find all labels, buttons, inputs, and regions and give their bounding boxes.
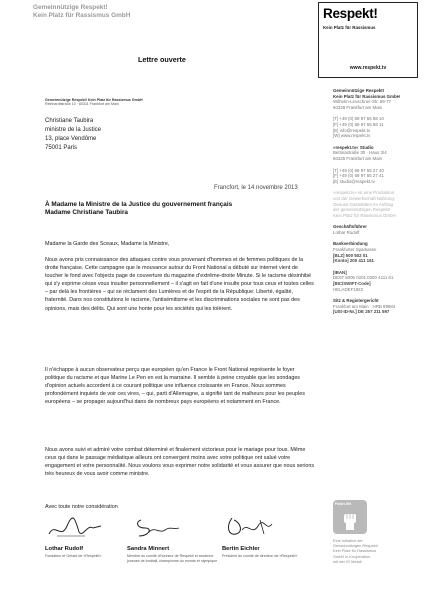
support-stamp: [333, 500, 367, 534]
logo-tagline: Kein Platz für Rassismus: [323, 25, 376, 30]
body-paragraph-1: [45, 256, 315, 313]
org-contact-block: [333, 116, 421, 138]
recipient-street: 13, place Vendôme: [45, 136, 97, 142]
subject-line2: Madame Christiane Taubira: [45, 209, 128, 216]
iban-heading: [IBAN]: [333, 269, 347, 275]
production-note-line: der gemeinnützigen Respekt!: [333, 207, 391, 213]
signature-block-eichler: [222, 512, 317, 559]
studio-name: »respekt.tv« Studio: [333, 144, 374, 150]
body-paragraph-2: [45, 366, 315, 406]
signature-block-minnert: [127, 512, 222, 563]
closing-text: Avec toute notre considération: [45, 504, 118, 510]
studio-street: Bettinastraße 30 · Haus 3/4: [333, 150, 387, 156]
org-address-name2: Kein Platz für Rassismus GmbH: [333, 93, 400, 99]
recipient-title: ministre de la Justice: [45, 127, 102, 133]
bank-account: [Konto] 200 411 161: [333, 258, 374, 264]
signatory-name: Bertin Eichler: [222, 546, 260, 552]
bank-heading: Bankverbindung: [333, 241, 368, 247]
sender-line-2: Reinhardtstraße 10 · 60311 Frankfurt am Main: [45, 102, 119, 107]
paragraph-3-text: Nous avons suivi et admiré votre combat déterminé et finalement victorieux pour le mariage pour tous. Même ceux qui dans le passage médiatique ailleurs ont convergent moins avec votre politique ont salué votre engagement et votre personnalité. Nous voulons vous exprimer notre solidarité et vous assurer que nous serions très heureux de vous avoir comme ministre.: [45, 447, 315, 478]
letter-subject: [45, 201, 232, 217]
logo-url: www.respekt.tv: [349, 65, 387, 71]
studio-email: [E] studio@respekt.tv: [333, 178, 375, 184]
subject-line1: À Madame la Ministre de la Justice du gouvernement français: [45, 201, 233, 208]
logo-brand: Respekt!: [323, 6, 378, 21]
studio-address-block: [333, 145, 421, 162]
initiative-line: mit der IG Metall: [333, 558, 362, 564]
bank-name: Frankfurter Sparkasse: [333, 247, 377, 253]
signatory-role: Fondateur et Gérant de «Respekt!»: [45, 554, 102, 558]
body-paragraph-3: [45, 446, 315, 478]
org-address-block: [333, 88, 421, 110]
recipient-address: [45, 117, 101, 153]
signatory-name: Sandra Minnert: [127, 546, 170, 552]
recipient-city: 75001 Paris: [45, 145, 78, 151]
respekt-logo: [318, 2, 418, 78]
org-website: [W] www.respekt.tv: [333, 133, 371, 139]
production-note-line: »respekt.tv« ist eine Produktion: [333, 190, 395, 196]
studio-fax: [F] +49 (0) 69 97 55 27 41: [333, 173, 384, 179]
signatory-role-line2: joueuse de football, championne du monde et olympique: [127, 558, 218, 563]
iban-block: [333, 270, 421, 292]
production-note-line: Kein Platz für Rassismus GmbH: [333, 212, 396, 218]
closing: [45, 503, 315, 511]
production-note-line: von der Gewerkschaft Nahrung-: [333, 195, 396, 201]
sender-line-1: Gemeinnützige Respekt! Kein Platz für Rassismus GmbH: [45, 98, 143, 102]
letter-date: Francfort, le 14 novembre 2013: [214, 185, 298, 191]
signature-rudolf: [45, 512, 140, 542]
salutation: [45, 240, 315, 248]
management-heading: Geschäftsführer: [333, 224, 367, 230]
bic-heading: [BIC/SWIFT-Code]: [333, 281, 371, 287]
sender-info-column: [333, 88, 421, 321]
registry-vat-id: [USt-ID-Nr.] DE 257 211 597: [333, 309, 390, 315]
bank-block: [333, 241, 421, 263]
document-title: Lettre ouverte: [138, 55, 186, 64]
initiative-line: Gemeinnützigen Respekt!: [333, 543, 378, 549]
stamp-label: Förder-Mit: [335, 502, 351, 506]
initiative-line: Eine Initiative der: [333, 538, 363, 543]
bank-blz: [BLZ] 500 502 01: [333, 252, 368, 258]
fist-icon: [341, 508, 359, 530]
initiative-line: GmbH in Kooperation: [333, 553, 371, 559]
signature-minnert: [127, 512, 222, 542]
initiative-note: [333, 538, 413, 564]
org-name-line2: Kein Platz für Rassismus GmbH: [33, 12, 131, 19]
initiative-line: Kein Platz für Rassismus: [333, 548, 377, 554]
org-email: [E] info@respekt.tv: [333, 127, 371, 133]
salutation-text: Madame la Garde des Sceaux, Madame la Ministre,: [45, 241, 170, 247]
signature-eichler: [222, 512, 317, 542]
bic-value: HELADEF1822: [333, 286, 364, 292]
management-block: [333, 224, 421, 235]
org-address-city: 60329 Frankfurt am Main: [333, 104, 383, 110]
production-note-line: Genuss-Gaststätten im Auftrag: [333, 201, 394, 207]
recipient-name: Christiane Taubira: [45, 118, 94, 124]
studio-city: 60325 Frankfurt am Main: [333, 155, 383, 161]
management-name: Lothar Rudolf: [333, 229, 360, 235]
org-phone: [T] +49 (0) 69 97 55 88 10: [333, 116, 384, 122]
signatory-role: Membre du comité d'honneur de Respekt! et ancienne: [127, 554, 214, 558]
paragraph-2-text: Il n'échappe à aucun observateur perçu que européen qu'en France le Front National représente le foyer politique du racisme et que Marine Le Pen en est la marraine. Il semble à peine croyable que les sondages d'opinion actuels accordent à ce courant politique une influence croissante en France. Nous sommes profondément inquiets de voir ces vires, – qui, parti d'Allemagne, a signifié tant de malheurs pour les peuples européens – se propager aujourd'hui dans de nombreux pays européens et notamment en France.: [45, 367, 305, 406]
studio-phone: [T] +49 (0) 69 97 55 27 40: [333, 167, 384, 173]
signatory-role: Président du comité de direction de «Respekt!»: [222, 554, 298, 558]
signatory-name: Lothar Rudolf: [45, 546, 83, 552]
registry-block: [333, 298, 421, 315]
org-fax: [F] +49 (0) 69 97 55 88 11: [333, 121, 384, 127]
paragraph-1-text: Nous avons pris connaissance des attaques contre vous provenant d'hommes et de femmes politiques de la droite française. Cette campagne que le mouvance autour du Front National a débuté sur internet vient de toucher le fond avec l'objects page de couverture du magazine d'extrême-droite Minute. Si le racisme désinhibé qui s'y exprime cèsse vous insulter personnellement – il s'agit en fait d'une insulte pour tous ceux et toutes celles – par delà les frontières – qui se réclament des Lumières et de l'esprit de la République: Liberté, égalité, fraternité. Dans nos constitutions le racisme, l'antisémitisme et les discriminations sociales ne sont pas des opinions, mais des délits. Qui sont une honte pour les sociétés qui les tolèrent.: [45, 257, 314, 312]
production-note: [333, 190, 421, 218]
org-name-line1: Gemeinnützige Respekt!: [33, 4, 108, 11]
org-address-name1: Gemeinnützige Respekt!: [333, 88, 385, 93]
organization-header: [33, 4, 183, 20]
signature-block-rudolf: [45, 512, 140, 559]
registry-heading: Sitz & Registergericht: [333, 298, 379, 304]
sender-address-line: [45, 98, 143, 107]
org-address-street: Wilhelm-Leuschner-Str. 69-77: [333, 99, 392, 105]
registry-court: Frankfurt am Main · HRB 89884: [333, 303, 396, 309]
studio-contact-block: [333, 168, 421, 185]
iban-value: DE97 5005 0201 0200 4111 61: [333, 275, 394, 281]
